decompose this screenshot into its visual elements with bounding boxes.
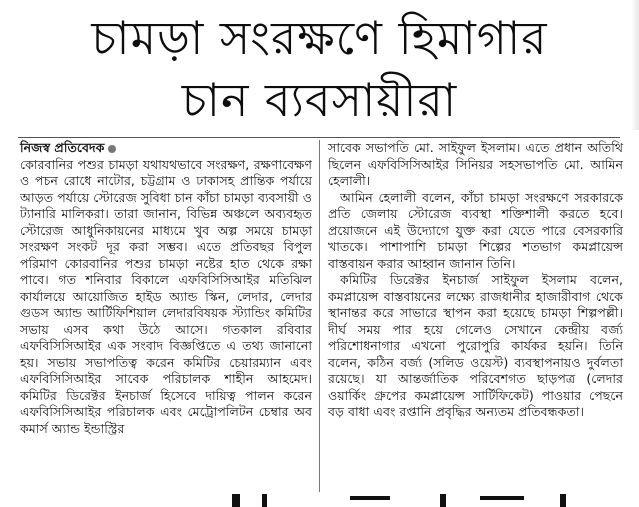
paragraph-left-1: কোরবানির পশুর চামড়া যথাযথভাবে সংরক্ষণ, রক্ষণাবেক্ষণ ও পচন রোধে নাটোর, চট্টগ্রাম ও ঢাকাসহ প্রান্তিক পর্যায়ে আড়ত পর্যায়ে স্টোরেজ সুবিধা চান কাঁচা চামড়া ব্যবসায়ী ও ট্যানারি মালিকরা। তারা জানান, বিভিন্ন অঞ্চলে অব্যবহৃত স্টোরেজ আধুনিকায়নের মাধ্যমে খুব অল্প সময়ে চামড়া সংরক্ষণ সংকট দূর করা সম্ভব। এতে প্রতিবছর বিপুল পরিমাণ কোরবানির পশুর চামড়া নষ্টের হাত থেকে রক্ষা পাবে। গত শনিবার বিকালে এফবিসিসিআইর মতিঝিল কার্যালয়ে আয়োজিত হাইড অ্যান্ড স্কিন, লেদার, লেদার গুডস অ্যান্ড আর্টিফিশিয়াল লেদারবিষয়ক স্ট্যান্ডিং কমিটির সভায় এসব কথা উঠে আসে। গতকাল রবিবার এফবিসিসিআইর এক সংবাদ বিজ্ঞপ্তিতে এ তথ্য জানানো হয়। সভায় সভাপতিত্ব করেন কমিটির চেয়ারম্যান এবং এফবিসিসিআইর সাবেক পরিচালক শাহীন আহমেদ। কমিটির ডিরেক্টর ইনচার্জ হিসেবে দায়িত্ব পালন করেন এফবিসিসিআইর পরিচালক এবং মেট্রোপলিটন চেম্বার অব কমার্স অ্যান্ড ইন্ডাস্ট্রির: [20, 156, 312, 436]
text-fragment: [262, 494, 267, 507]
article-column-right: [328, 140, 623, 421]
paragraph-right-1: সাবেক সভাপতি মো. সাইফুল ইসলাম। এতে প্রধান অতিথি ছিলেন এফবিসিসিআইর সিনিয়র সহসভাপতি মো. আমিন হেলালী।: [328, 140, 623, 188]
byline-row: [20, 140, 312, 157]
cut-off-next-headline: [0, 494, 639, 507]
paragraph-right-3: কমিটির ডিরেক্টর ইনচার্জ সাইফুল ইসলাম বলেন, কমপ্লায়েন্স বাস্তবায়নের লক্ষ্যে রাজধানীর হাজারীবাগ থেকে স্থানান্তর করে সাভারে স্থাপন করা হয়েছে চামড়া শিল্পপল্লী। দীর্ঘ সময় পার হয়ে গেলেও সেখানে কেন্দ্রীয় বর্জ্য পরিশোধনাগার এখনো পুরোপুরি কার্যকর হয়নি। তিনি বলেন, কঠিন বর্জ্য (সলিড ওয়েস্ট) ব্যবস্থাপনায়ও দুর্বলতা রয়েছে। যা আন্তর্জাতিক পরিবেশগত ছাড়পত্র (লেদার ওয়ার্কিং গ্রুপের কমপ্লায়েন্স সার্টিফিকেট) পাওয়ার পেছনে বড় বাধা এবং রপ্তানি প্রবৃদ্ধির অন্যতম প্রতিবন্ধকতা।: [328, 272, 623, 419]
paragraph-right-2: আমিন হেলালী বলেন, কাঁচা চামড়া সংরক্ষণে সরকারকে প্রতি জেলায় স্টোরেজ ব্যবস্থা শক্তিশালী করতে হবে। প্রয়োজনে এই উদ্যোগে যুক্ত করা যেতে পারে বেসরকারি খাতকে। পাশাপাশি চামড়া শিল্পের শতভাগ কমপ্লায়েন্স বাস্তবায়ন করার আহ্বান জানান তিনি।: [328, 189, 623, 271]
byline: নিজস্ব প্রতিবেদক: [20, 140, 105, 155]
text-fragment: [480, 496, 524, 500]
text-fragment: [350, 496, 390, 500]
text-fragment: [440, 494, 446, 507]
article-column-left: [20, 140, 312, 437]
headline-divider: [18, 137, 620, 138]
bullet-icon: [108, 145, 116, 153]
text-fragment: [232, 494, 240, 507]
text-fragment: [560, 494, 566, 507]
page-edge-shadow: [631, 0, 639, 130]
column-divider: [319, 140, 320, 492]
headline-line-2: চান ব্যবসায়ীরা: [181, 73, 458, 127]
headline-line-1: চামড়া সংরক্ষণে হিমাগার: [91, 11, 548, 65]
